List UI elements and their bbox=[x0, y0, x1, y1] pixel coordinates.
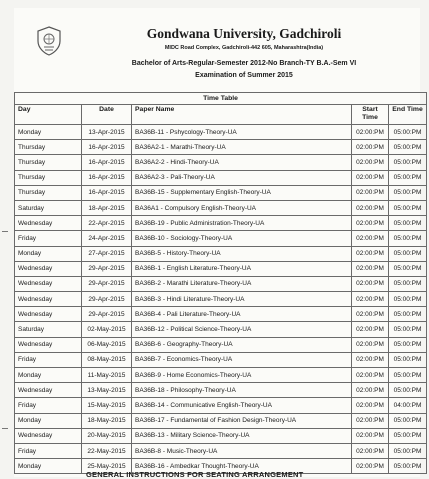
cell-end-time: 05:00:PM bbox=[389, 428, 427, 443]
cell-day: Friday bbox=[15, 352, 82, 367]
table-row bbox=[15, 185, 427, 200]
cell-start-time: 02:00:PM bbox=[352, 125, 389, 140]
university-name: Gondwana University, Gadchiroli bbox=[146, 26, 342, 41]
cell-day: Saturday bbox=[15, 200, 82, 215]
cell-day: Wednesday bbox=[15, 383, 82, 398]
cell-day: Thursday bbox=[15, 185, 82, 200]
cell-end-time: 05:00:PM bbox=[389, 140, 427, 155]
cell-date: 29-Apr-2015 bbox=[82, 276, 132, 291]
column-header-end-time: End Time bbox=[389, 105, 427, 125]
examination-title: Examination of Summer 2015 bbox=[195, 72, 293, 79]
cell-paper: BA36A2-1 - Marathi-Theory-UA bbox=[132, 140, 352, 155]
cell-date: 22-Apr-2015 bbox=[82, 216, 132, 231]
table-row bbox=[15, 398, 427, 413]
cell-date: 24-Apr-2015 bbox=[82, 231, 132, 246]
cell-end-time: 04:00:PM bbox=[389, 398, 427, 413]
cell-start-time: 02:00:PM bbox=[352, 443, 389, 458]
cell-paper: BA36B-9 - Home Economics-Theory-UA bbox=[132, 368, 352, 383]
punch-mark bbox=[2, 231, 8, 232]
cell-paper: BA36B-3 - Hindi Literature-Theory-UA bbox=[132, 292, 352, 307]
cell-paper: BA36B-13 - Military Science-Theory-UA bbox=[132, 428, 352, 443]
cell-day: Wednesday bbox=[15, 337, 82, 352]
cell-start-time: 02:00:PM bbox=[352, 261, 389, 276]
cell-end-time: 05:00:PM bbox=[389, 185, 427, 200]
cell-end-time: 05:00:PM bbox=[389, 337, 427, 352]
cell-start-time: 02:00:PM bbox=[352, 216, 389, 231]
cell-day: Friday bbox=[15, 398, 82, 413]
cell-day: Wednesday bbox=[15, 276, 82, 291]
cell-date: 29-Apr-2015 bbox=[82, 261, 132, 276]
cell-paper: BA36B-19 - Public Administration-Theory-UA bbox=[132, 216, 352, 231]
cell-end-time: 05:00:PM bbox=[389, 322, 427, 337]
table-row bbox=[15, 307, 427, 322]
cell-day: Wednesday bbox=[15, 261, 82, 276]
table-row bbox=[15, 443, 427, 458]
cell-start-time: 02:00:PM bbox=[352, 307, 389, 322]
course-title: Bachelor of Arts-Regular-Semester 2012-No Branch-TY B.A.-Sem VI bbox=[131, 60, 357, 67]
cell-date: 15-May-2015 bbox=[82, 398, 132, 413]
cell-end-time: 05:00:PM bbox=[389, 170, 427, 185]
cell-date: 20-May-2015 bbox=[82, 428, 132, 443]
cell-start-time: 02:00:PM bbox=[352, 246, 389, 261]
table-row bbox=[15, 125, 427, 140]
cell-start-time: 02:00:PM bbox=[352, 276, 389, 291]
cell-start-time: 02:00:PM bbox=[352, 459, 389, 474]
table-row bbox=[15, 337, 427, 352]
cell-paper: BA36B-10 - Sociology-Theory-UA bbox=[132, 231, 352, 246]
cell-paper: BA36B-2 - Marathi Literature-Theory-UA bbox=[132, 276, 352, 291]
cell-day: Monday bbox=[15, 368, 82, 383]
table-row bbox=[15, 413, 427, 428]
cell-paper: BA36A1 - Compulsory English-Theory-UA bbox=[132, 200, 352, 215]
cell-day: Wednesday bbox=[15, 307, 82, 322]
cell-paper: BA36B-8 - Music-Theory-UA bbox=[132, 443, 352, 458]
cell-paper: BA36B-15 - Supplementary English-Theory-UA bbox=[132, 185, 352, 200]
column-header-start-time: Start Time bbox=[352, 105, 389, 125]
cell-day: Monday bbox=[15, 125, 82, 140]
table-row bbox=[15, 383, 427, 398]
column-header-paper: Paper Name bbox=[132, 105, 352, 125]
cell-paper: BA36B-18 - Philosophy-Theory-UA bbox=[132, 383, 352, 398]
cell-start-time: 02:00:PM bbox=[352, 428, 389, 443]
cell-paper: BA36B-14 - Communicative English-Theory-UA bbox=[132, 398, 352, 413]
cell-day: Monday bbox=[15, 413, 82, 428]
cell-date: 13-Apr-2015 bbox=[82, 125, 132, 140]
cell-day: Wednesday bbox=[15, 216, 82, 231]
cell-end-time: 05:00:PM bbox=[389, 383, 427, 398]
cell-paper: BA36B-4 - Pali Literature-Theory-UA bbox=[132, 307, 352, 322]
university-emblem-icon bbox=[36, 26, 62, 56]
cell-start-time: 02:00:PM bbox=[352, 322, 389, 337]
cell-day: Monday bbox=[15, 246, 82, 261]
cell-date: 16-Apr-2015 bbox=[82, 140, 132, 155]
cell-end-time: 05:00:PM bbox=[389, 216, 427, 231]
cell-date: 27-Apr-2015 bbox=[82, 246, 132, 261]
cell-paper: BA36B-17 - Fundamental of Fashion Design-Theory-UA bbox=[132, 413, 352, 428]
cell-start-time: 02:00:PM bbox=[352, 383, 389, 398]
cell-paper: BA36B-1 - English Literature-Theory-UA bbox=[132, 261, 352, 276]
cell-end-time: 05:00:PM bbox=[389, 443, 427, 458]
time-table-title: Time Table bbox=[15, 93, 427, 105]
punch-mark bbox=[2, 428, 8, 429]
cell-day: Saturday bbox=[15, 322, 82, 337]
cell-date: 18-Apr-2015 bbox=[82, 200, 132, 215]
table-row bbox=[15, 276, 427, 291]
cell-start-time: 02:00:PM bbox=[352, 398, 389, 413]
table-row bbox=[15, 352, 427, 367]
cell-end-time: 05:00:PM bbox=[389, 246, 427, 261]
table-row bbox=[15, 428, 427, 443]
cell-paper: BA36B-11 - Pshycology-Theory-UA bbox=[132, 125, 352, 140]
table-row bbox=[15, 246, 427, 261]
cell-date: 13-May-2015 bbox=[82, 383, 132, 398]
cell-paper: BA36B-16 - Ambedkar Thought-Theory-UA bbox=[132, 459, 352, 474]
cell-start-time: 02:00:PM bbox=[352, 170, 389, 185]
cell-paper: BA36B-12 - Political Science-Theory-UA bbox=[132, 322, 352, 337]
cell-day: Monday bbox=[15, 459, 82, 474]
cell-paper: BA36B-7 - Economics-Theory-UA bbox=[132, 352, 352, 367]
cell-date: 16-Apr-2015 bbox=[82, 185, 132, 200]
table-row bbox=[15, 231, 427, 246]
cell-start-time: 02:00:PM bbox=[352, 413, 389, 428]
cell-date: 02-May-2015 bbox=[82, 322, 132, 337]
cell-paper: BA36A2-2 - Hindi-Theory-UA bbox=[132, 155, 352, 170]
cell-date: 11-May-2015 bbox=[82, 368, 132, 383]
cell-end-time: 05:00:PM bbox=[389, 276, 427, 291]
cell-end-time: 05:00:PM bbox=[389, 231, 427, 246]
table-header-row bbox=[15, 105, 427, 125]
cell-paper: BA36A2-3 - Pali-Theory-UA bbox=[132, 170, 352, 185]
cell-day: Friday bbox=[15, 443, 82, 458]
cell-start-time: 02:00:PM bbox=[352, 337, 389, 352]
cell-start-time: 02:00:PM bbox=[352, 231, 389, 246]
cell-day: Wednesday bbox=[15, 292, 82, 307]
column-header-day: Day bbox=[15, 105, 82, 125]
cell-end-time: 05:00:PM bbox=[389, 125, 427, 140]
cell-date: 29-Apr-2015 bbox=[82, 307, 132, 322]
university-address: MIDC Road Complex, Gadchiroli-442 605, Maharashtra(India) bbox=[164, 45, 324, 51]
cell-day: Thursday bbox=[15, 155, 82, 170]
seating-instructions-heading: GENERAL INSTRUCTIONS FOR SEATING ARRANGEMENT bbox=[86, 470, 304, 479]
cell-end-time: 05:00:PM bbox=[389, 261, 427, 276]
cell-start-time: 02:00:PM bbox=[352, 368, 389, 383]
cell-day: Wednesday bbox=[15, 428, 82, 443]
document-header bbox=[14, 8, 420, 92]
cell-end-time: 05:00:PM bbox=[389, 413, 427, 428]
cell-start-time: 02:00:PM bbox=[352, 200, 389, 215]
cell-date: 08-May-2015 bbox=[82, 352, 132, 367]
cell-date: 18-May-2015 bbox=[82, 413, 132, 428]
table-row bbox=[15, 140, 427, 155]
cell-end-time: 05:00:PM bbox=[389, 459, 427, 474]
cell-date: 25-May-2015 bbox=[82, 459, 132, 474]
table-row bbox=[15, 216, 427, 231]
cell-paper: BA36B-5 - History-Theory-UA bbox=[132, 246, 352, 261]
cell-date: 06-May-2015 bbox=[82, 337, 132, 352]
table-row bbox=[15, 200, 427, 215]
column-header-date: Date bbox=[82, 105, 132, 125]
cell-end-time: 05:00:PM bbox=[389, 307, 427, 322]
cell-end-time: 05:00:PM bbox=[389, 368, 427, 383]
cell-end-time: 05:00:PM bbox=[389, 155, 427, 170]
cell-date: 22-May-2015 bbox=[82, 443, 132, 458]
table-row bbox=[15, 292, 427, 307]
document-page bbox=[14, 8, 423, 479]
cell-date: 29-Apr-2015 bbox=[82, 292, 132, 307]
cell-start-time: 02:00:PM bbox=[352, 352, 389, 367]
cell-start-time: 02:00:PM bbox=[352, 140, 389, 155]
cell-end-time: 05:00:PM bbox=[389, 292, 427, 307]
cell-day: Thursday bbox=[15, 170, 82, 185]
cell-day: Friday bbox=[15, 231, 82, 246]
table-row bbox=[15, 170, 427, 185]
table-row bbox=[15, 322, 427, 337]
time-table bbox=[14, 92, 427, 474]
cell-paper: BA36B-6 - Geography-Theory-UA bbox=[132, 337, 352, 352]
cell-end-time: 05:00:PM bbox=[389, 352, 427, 367]
table-row bbox=[15, 261, 427, 276]
cell-start-time: 02:00:PM bbox=[352, 155, 389, 170]
cell-start-time: 02:00:PM bbox=[352, 292, 389, 307]
cell-end-time: 05:00:PM bbox=[389, 200, 427, 215]
cell-date: 16-Apr-2015 bbox=[82, 170, 132, 185]
cell-day: Thursday bbox=[15, 140, 82, 155]
table-row bbox=[15, 368, 427, 383]
table-row bbox=[15, 155, 427, 170]
cell-date: 16-Apr-2015 bbox=[82, 155, 132, 170]
cell-start-time: 02:00:PM bbox=[352, 185, 389, 200]
